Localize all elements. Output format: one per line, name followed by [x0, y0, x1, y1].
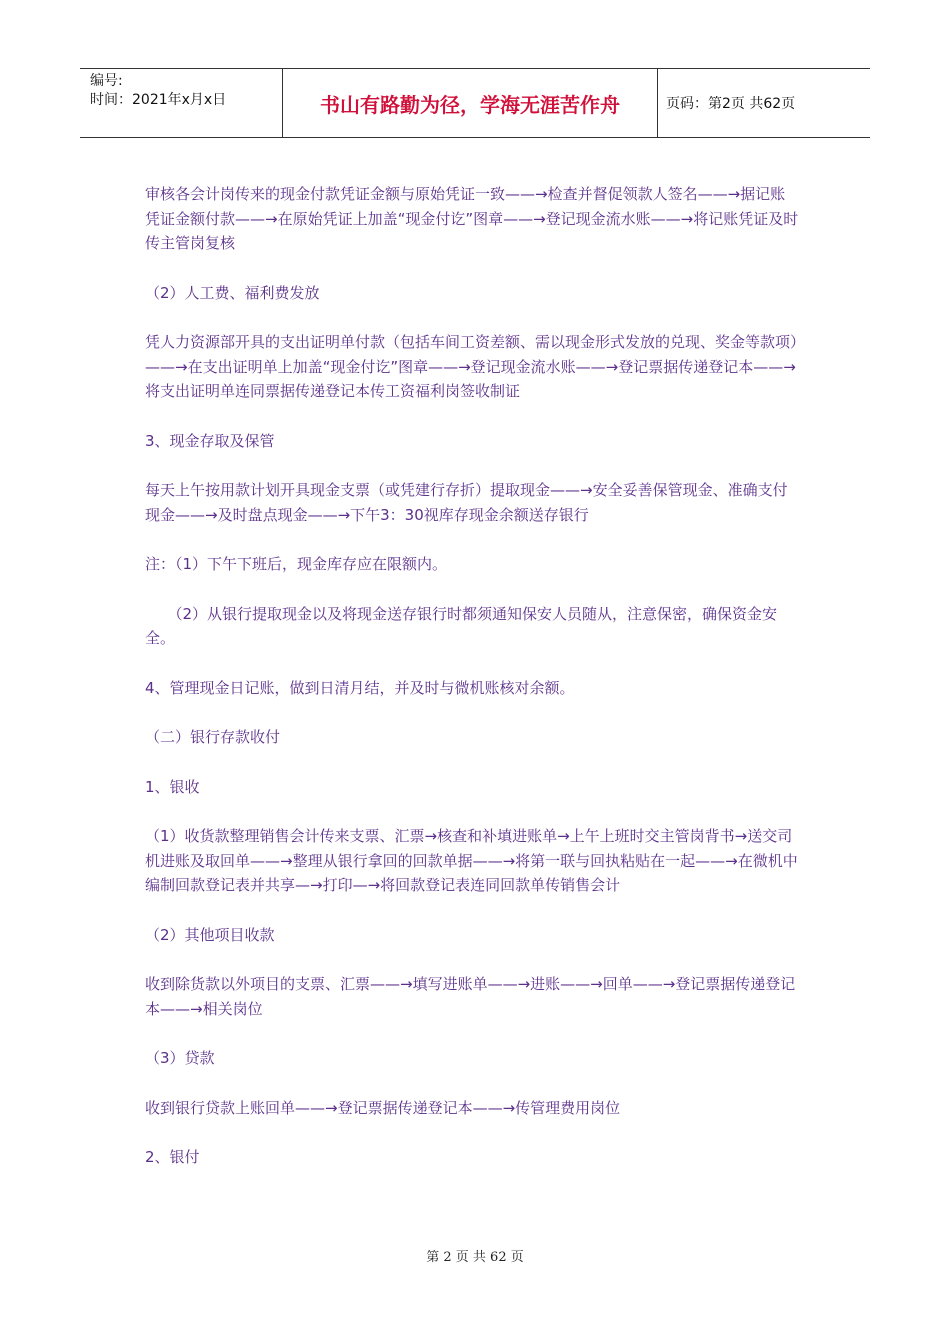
paragraph-goods-payment-flow: （1）收货款整理销售会计传来支票、汇票→核查和补填进账单→上午上班时交主管岗背书→送交司机进账及取回单——→整理从银行拿回的回款单据——→将第一联与回执粘贴在一起——→在微机中编制回款登记表并共享—→打印—→将回款登记表连同回款单传销售会计 [145, 827, 798, 894]
document-body [145, 182, 800, 1170]
paragraph-loans-flow: 收到银行贷款上账回单——→登记票据传递登记本——→传管理费用岗位 [145, 1098, 621, 1117]
paragraph-cash-journal: 4、管理现金日记账，做到日清月结，并及时与微机账核对余额。 [145, 678, 575, 697]
paragraph-note-2: （2）从银行提取现金以及将现金送存银行时都须通知保安人员随从，注意保密，确保资金安全。 [145, 604, 778, 647]
paragraph-note-1: 注：（1）下午下班后，现金库存应在限额内。 [145, 555, 448, 573]
paragraph-heading-labor-welfare: （2）人工费、福利费发放 [145, 283, 320, 302]
page-header [80, 68, 870, 138]
paragraph-heading-loans: （3）贷款 [145, 1049, 215, 1067]
header-motto: 书山有路勤为径，学海无涯苦作舟 [282, 69, 658, 137]
paragraph-heading-other-receipts: （2）其他项目收款 [145, 925, 275, 944]
paragraph-heading-bank-deposits: （二）银行存款收付 [145, 728, 281, 746]
paragraph-other-receipts-flow: 收到除货款以外项目的支票、汇票——→填写进账单——→进账——→回单——→登记票据传递登记本——→相关岗位 [145, 975, 796, 1018]
paragraph-labor-welfare-flow: 凭人力资源部开具的支出证明单付款（包括车间工资差额、需以现金形式发放的兑现、奖金等款项）——→在支出证明单上加盖“现金付讫”图章——→登记现金流水账——→登记票据传递登记本——→将支出证明单连同票据传递登记本传工资福利岗签收制证 [145, 333, 798, 400]
paragraph-heading-bank-payments: 2、银付 [145, 1148, 200, 1166]
page-footer: 第 2 页 共 62 页 [426, 1250, 524, 1265]
document-date: 时间：2021年x月x日 [90, 92, 227, 108]
paragraph-heading-bank-receipts: 1、银收 [145, 777, 200, 796]
paragraph-cash-storage-flow: 每天上午按用款计划开具现金支票（或凭建行存折）提取现金——→安全妥善保管现金、准确支付现金——→及时盘点现金——→下午3：30视库存现金余额送存银行 [145, 481, 788, 524]
header-meta [80, 69, 282, 137]
header-page-info: 页码：第2页 共62页 [666, 96, 796, 112]
paragraph-heading-cash-storage: 3、现金存取及保管 [145, 431, 275, 450]
document-number-label: 编号: [90, 73, 123, 89]
paragraph-cash-payment-flow: 审核各会计岗传来的现金付款凭证金额与原始凭证一致——→检查并督促领款人签名——→据记账凭证金额付款——→在原始凭证上加盖“现金付讫”图章——→登记现金流水账——→将记账凭证及时传主管岗复核 [145, 185, 799, 252]
